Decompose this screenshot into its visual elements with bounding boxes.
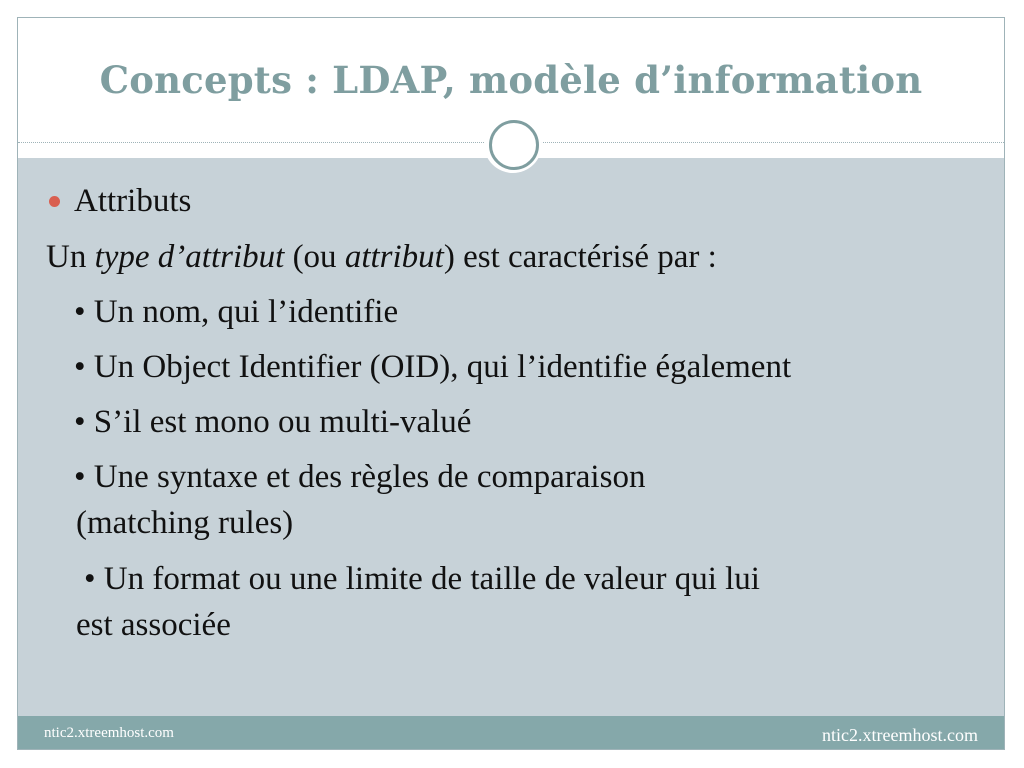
slide bbox=[17, 17, 1005, 750]
intro-italic-attribut: attribut bbox=[344, 239, 444, 275]
intro-part2: (ou bbox=[284, 239, 345, 275]
list-item-format: • Un format ou une limite de taille de valeur qui lui bbox=[84, 561, 760, 597]
intro-part1: Un bbox=[46, 239, 95, 275]
list-item-mono-multi: • S’il est mono ou multi-valué bbox=[74, 404, 472, 440]
intro-line bbox=[46, 238, 717, 278]
list-item-nom: • Un nom, qui l’identifie bbox=[74, 294, 399, 330]
intro-italic-type: type d’attribut bbox=[94, 239, 285, 275]
list-item-format-continued: est associée bbox=[76, 607, 231, 643]
heading-attributs: Attributs bbox=[74, 183, 192, 219]
slide-title: Concepts : LDAP, modèle d’information bbox=[99, 58, 923, 102]
decorative-circle-icon bbox=[489, 120, 539, 170]
footer-right-text: ntic2.xtreemhost.com bbox=[822, 725, 978, 745]
footer-left-text: ntic2.xtreemhost.com bbox=[44, 725, 174, 741]
bullet-dot-icon bbox=[49, 196, 60, 207]
list-item-syntaxe-continued: (matching rules) bbox=[76, 505, 294, 541]
intro-part3: ) est caractérisé par : bbox=[443, 239, 717, 275]
list-item-syntaxe: • Une syntaxe et des règles de comparaison bbox=[74, 459, 646, 495]
list-item-oid: • Un Object Identifier (OID), qui l’identifie également bbox=[74, 349, 792, 385]
